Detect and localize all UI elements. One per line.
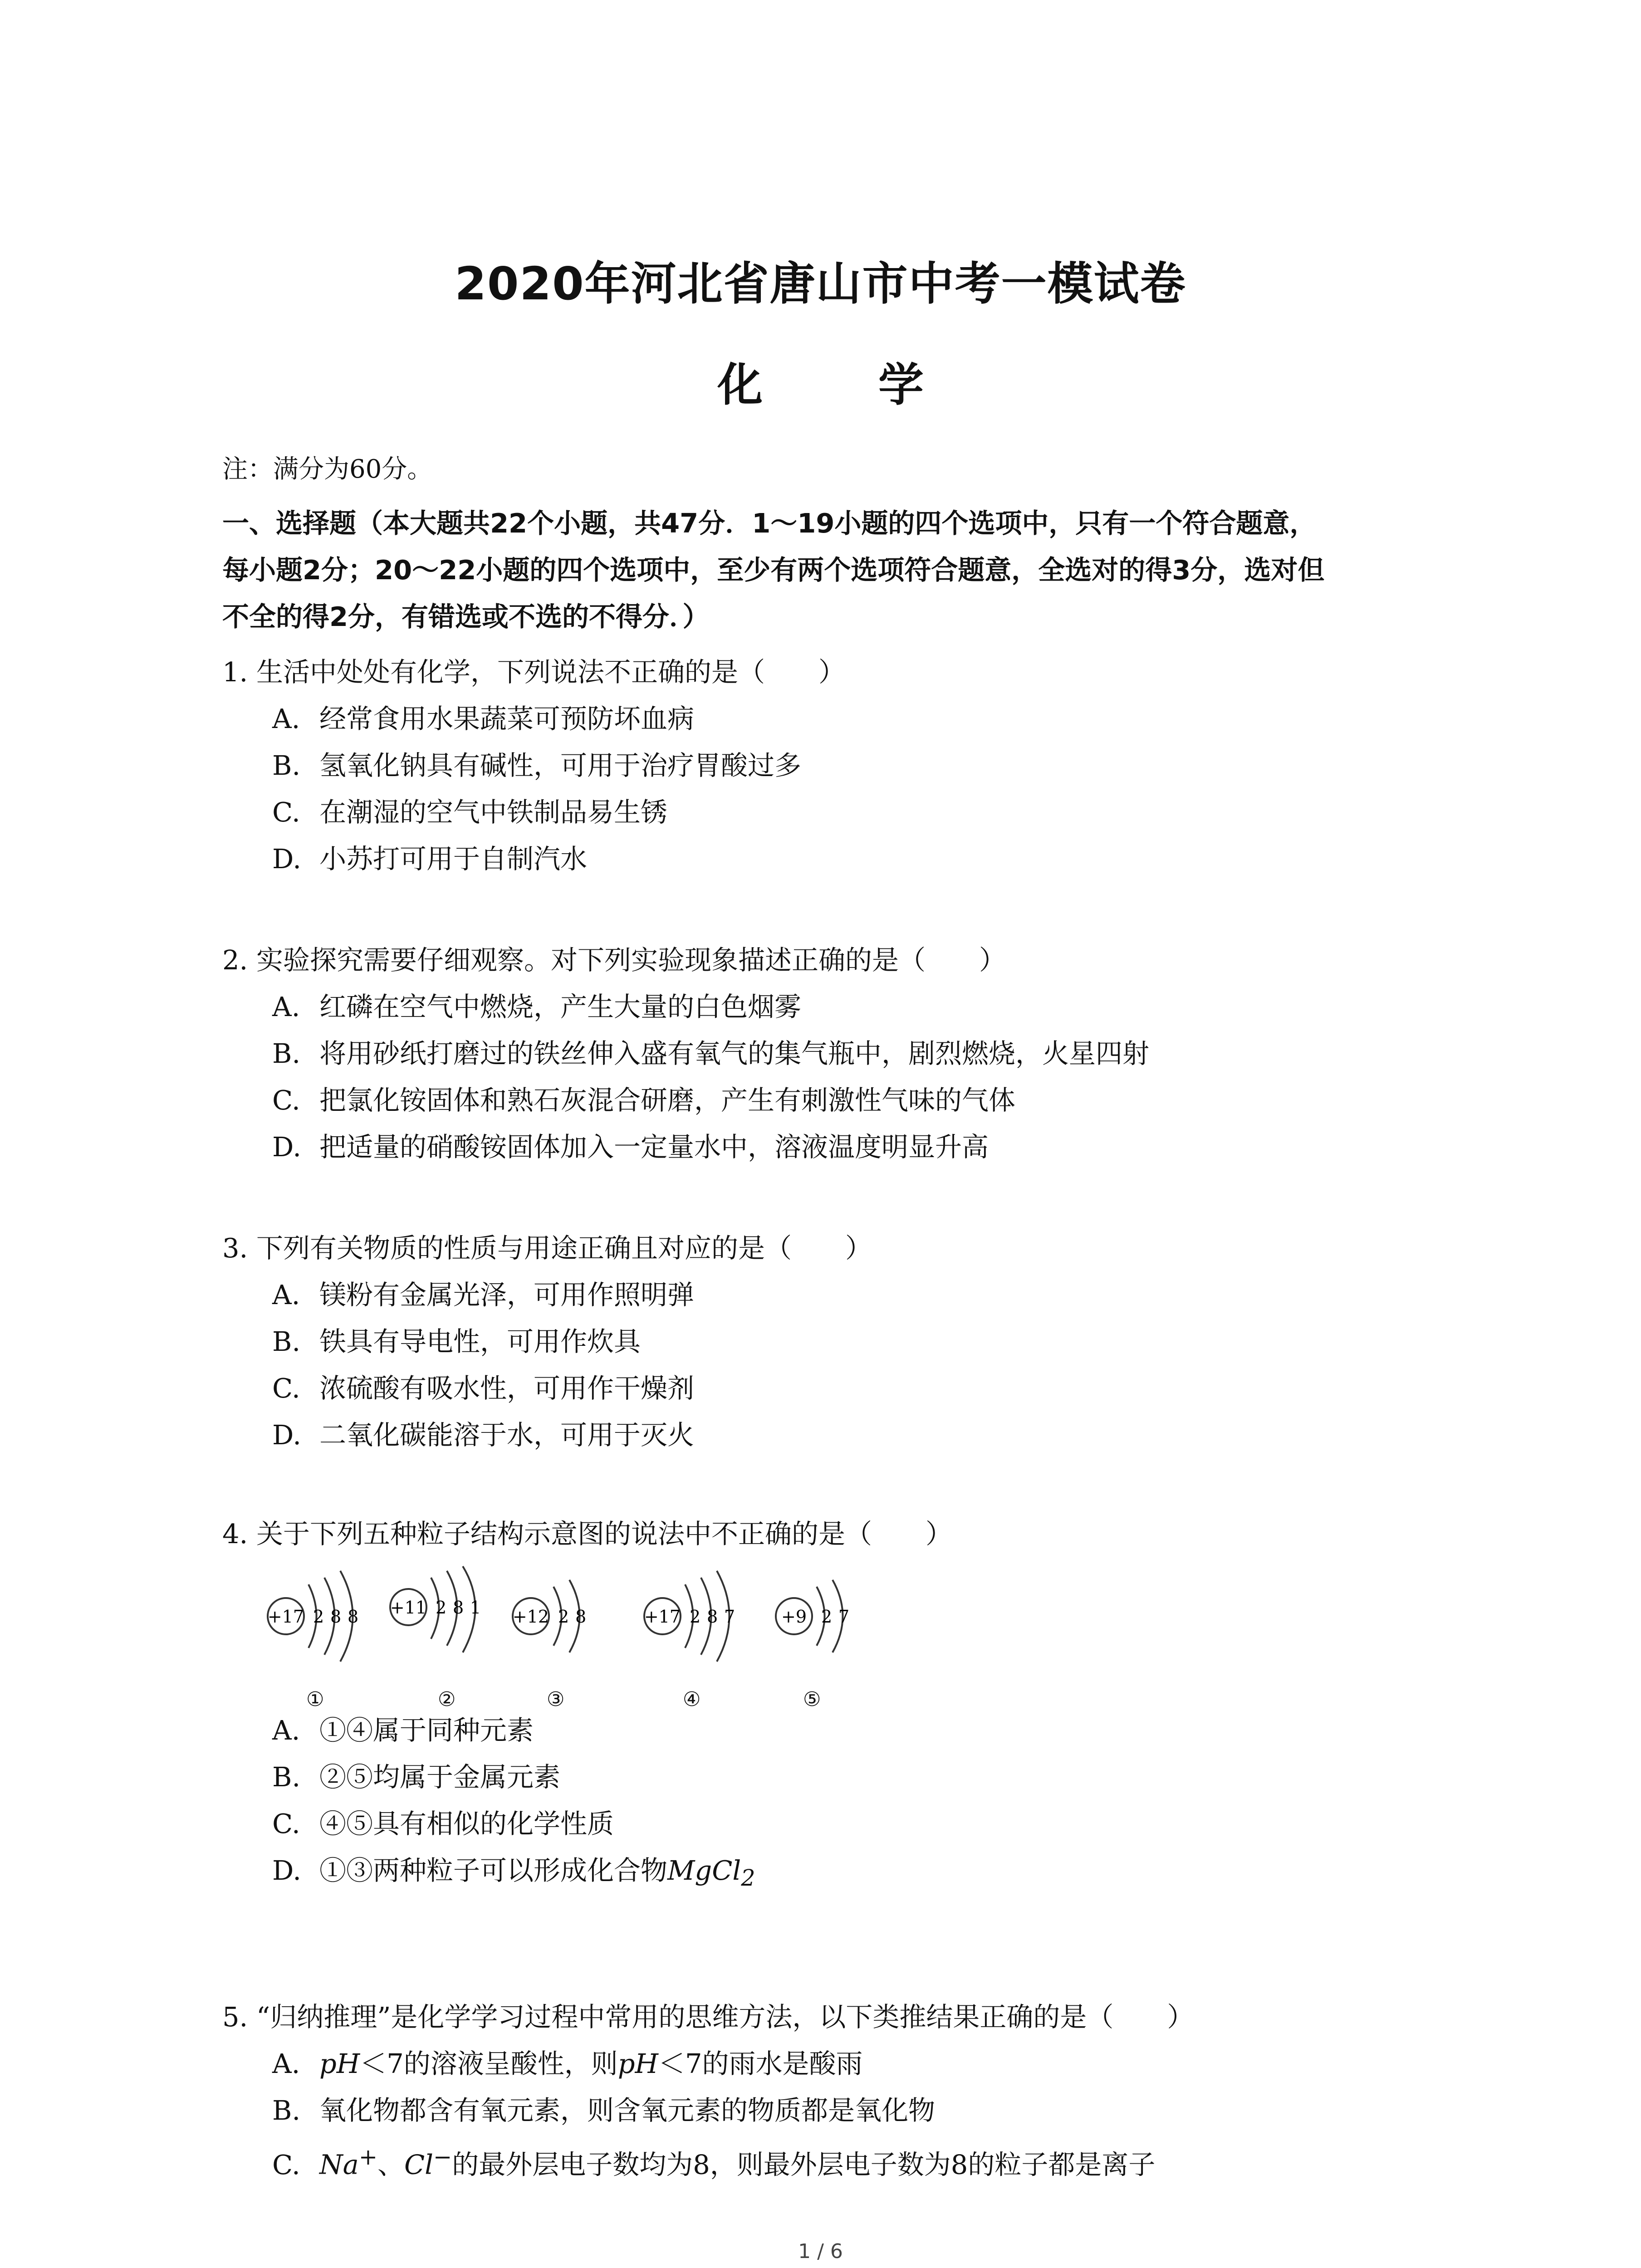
option-letter: C. [272, 2149, 300, 2180]
electron-count: 7 [838, 1607, 850, 1627]
chemical-formula: MgCl [667, 1855, 741, 1886]
electron-count: 1 [470, 1598, 481, 1618]
nucleus-charge: +9 [781, 1607, 807, 1627]
particle-label: ④ [683, 1688, 701, 1711]
option-b [272, 742, 1493, 789]
electron-count: 8 [707, 1607, 718, 1627]
option-letter: B. [272, 1038, 301, 1069]
option-b [272, 1318, 1493, 1365]
option-text: 将用砂纸打磨过的铁丝伸入盛有氧气的集气瓶中，剧烈燃烧，火星四射 [319, 1038, 1150, 1069]
option-letter: B. [272, 1326, 301, 1357]
electron-count: 2 [558, 1607, 569, 1627]
section-line: 每小题2分；20～22小题的四个选项中，至少有两个选项符合题意，全选对的得3分，选对但 [222, 554, 1325, 586]
electron-count: 8 [575, 1607, 587, 1627]
electron-count: 8 [348, 1607, 359, 1627]
option-text: 铁具有导电性，可用作炊具 [319, 1326, 641, 1357]
ion-charge: + [358, 2144, 378, 2170]
particle-svg [263, 1566, 399, 1671]
question-5 [222, 1994, 1493, 2180]
option-a [272, 2040, 1493, 2087]
nucleus-charge: +11 [390, 1598, 427, 1618]
option-c [272, 1077, 1493, 1124]
option-text: ④⑤具有相似的化学性质 [319, 1808, 614, 1839]
question-3 [222, 1225, 1493, 1458]
particle-diagram [386, 1566, 513, 1711]
score-note: 注：满分为60分。 [222, 455, 433, 484]
option-b [272, 2087, 1493, 2134]
section-instructions [222, 500, 1474, 640]
option-letter: B. [272, 1761, 301, 1793]
option-letter: D. [272, 1131, 301, 1163]
particle-diagram [263, 1566, 399, 1711]
option-letter: C. [272, 797, 300, 828]
question-stem: 4. 关于下列五种粒子结构示意图的说法中不正确的是（ ） [222, 1518, 953, 1549]
option-letter: A. [272, 1279, 300, 1310]
option-text: ＜7的溶液呈酸性，则 [360, 2048, 618, 2079]
nucleus-charge: +12 [512, 1607, 549, 1627]
option-letter: B. [272, 750, 301, 781]
ion-charge: − [433, 2144, 452, 2170]
option-text: 经常食用水果蔬菜可预防坏血病 [319, 703, 695, 734]
option-text: 红磷在空气中燃烧，产生大量的白色烟雾 [319, 991, 802, 1022]
option-a [272, 983, 1493, 1030]
section-line: 不全的得2分，有错选或不选的不得分．） [222, 601, 710, 632]
particle-label: ⑤ [803, 1688, 821, 1711]
ph-symbol: pH [617, 2048, 659, 2079]
option-c [272, 789, 1493, 836]
question-stem: 1. 生活中处处有化学，下列说法不正确的是（ ） [222, 656, 846, 688]
particle-label: ① [306, 1688, 324, 1711]
option-d [272, 1124, 1493, 1170]
option-a [272, 1707, 1493, 1754]
exam-subject: 化 学 [717, 358, 974, 411]
formula-subscript: 2 [741, 1864, 755, 1891]
particle-label: ② [438, 1688, 456, 1711]
option-letter: D. [272, 1855, 301, 1886]
option-letter: B. [272, 2095, 301, 2126]
page-number: 1 / 6 [798, 2240, 843, 2263]
particle-svg [771, 1566, 880, 1671]
option-letter: A. [272, 2048, 300, 2079]
option-a [272, 695, 1493, 742]
option-c [272, 1800, 1493, 1847]
particle-diagram [771, 1566, 880, 1711]
nucleus-charge: +17 [267, 1607, 304, 1627]
option-c [272, 2134, 1493, 2180]
question-stem: 3. 下列有关物质的性质与用途正确且对应的是（ ） [222, 1232, 872, 1264]
separator: 、 [377, 2149, 405, 2180]
option-letter: C. [272, 1808, 300, 1839]
option-text: 氧化物都含有氧元素，则含氧元素的物质都是氧化物 [319, 2095, 936, 2126]
electron-count: 2 [821, 1607, 833, 1627]
option-d [272, 1412, 1493, 1458]
question-stem: 5. “归纳推理”是化学学习过程中常用的思维方法，以下类推结果正确的是（ ） [222, 2001, 1194, 2033]
question-4 [222, 1510, 1493, 1894]
electron-count: 8 [453, 1598, 464, 1618]
option-text: 的最外层电子数均为8，则最外层电子数为8的粒子都是离子 [452, 2149, 1156, 2180]
option-b [272, 1030, 1493, 1077]
electron-count: 2 [690, 1607, 701, 1627]
option-a [272, 1271, 1493, 1318]
option-text: ①③两种粒子可以形成化合物 [319, 1855, 668, 1886]
particle-diagram [508, 1566, 617, 1711]
option-letter: D. [272, 843, 301, 875]
option-letter: A. [272, 1715, 300, 1746]
option-c [272, 1365, 1493, 1412]
particle-diagram [640, 1566, 776, 1711]
option-letter: A. [272, 991, 300, 1022]
option-text: 把氯化铵固体和熟石灰混合研磨，产生有刺激性气味的气体 [319, 1085, 1016, 1116]
option-text: 氢氧化钠具有碱性，可用于治疗胃酸过多 [319, 750, 802, 781]
particle-svg [386, 1566, 513, 1671]
electron-count: 2 [436, 1598, 447, 1618]
particle-structure-figure [263, 1557, 944, 1711]
question-1 [222, 649, 1493, 882]
electron-count: 8 [330, 1607, 342, 1627]
option-letter: D. [272, 1419, 301, 1451]
option-d [272, 836, 1493, 882]
question-stem: 2. 实验探究需要仔细观察。对下列实验现象描述正确的是（ ） [222, 944, 1006, 976]
question-2 [222, 937, 1493, 1170]
electron-count: 2 [313, 1607, 324, 1627]
electron-count: 7 [724, 1607, 735, 1627]
option-b [272, 1754, 1493, 1800]
option-letter: C. [272, 1373, 300, 1404]
ph-symbol: pH [319, 2048, 360, 2079]
option-text: ②⑤均属于金属元素 [319, 1761, 561, 1793]
particle-svg [508, 1566, 617, 1671]
option-text: ①④属于同种元素 [319, 1715, 534, 1746]
option-text: 浓硫酸有吸水性，可用作干燥剂 [319, 1373, 695, 1404]
option-text: 镁粉有金属光泽，可用作照明弹 [319, 1279, 695, 1310]
option-text: 小苏打可用于自制汽水 [319, 843, 588, 875]
option-letter: C. [272, 1085, 300, 1116]
ion-symbol: Na [319, 2149, 359, 2180]
option-text: ＜7的雨水是酸雨 [658, 2048, 863, 2079]
option-letter: A. [272, 703, 300, 734]
ion-symbol: Cl [404, 2149, 434, 2180]
option-text: 二氧化碳能溶于水，可用于灭火 [319, 1419, 695, 1451]
option-text: 把适量的硝酸铵固体加入一定量水中，溶液温度明显升高 [319, 1131, 989, 1163]
section-line: 一、选择题（本大题共22个小题，共47分．1～19小题的四个选项中，只有一个符合题意， [222, 508, 1317, 539]
option-text: 在潮湿的空气中铁制品易生锈 [319, 797, 668, 828]
option-d [272, 1847, 1493, 1894]
exam-title: 2020年河北省唐山市中考一模试卷 [455, 257, 1186, 310]
nucleus-charge: +17 [644, 1607, 681, 1627]
particle-label: ③ [547, 1688, 565, 1711]
particle-svg [640, 1566, 776, 1671]
